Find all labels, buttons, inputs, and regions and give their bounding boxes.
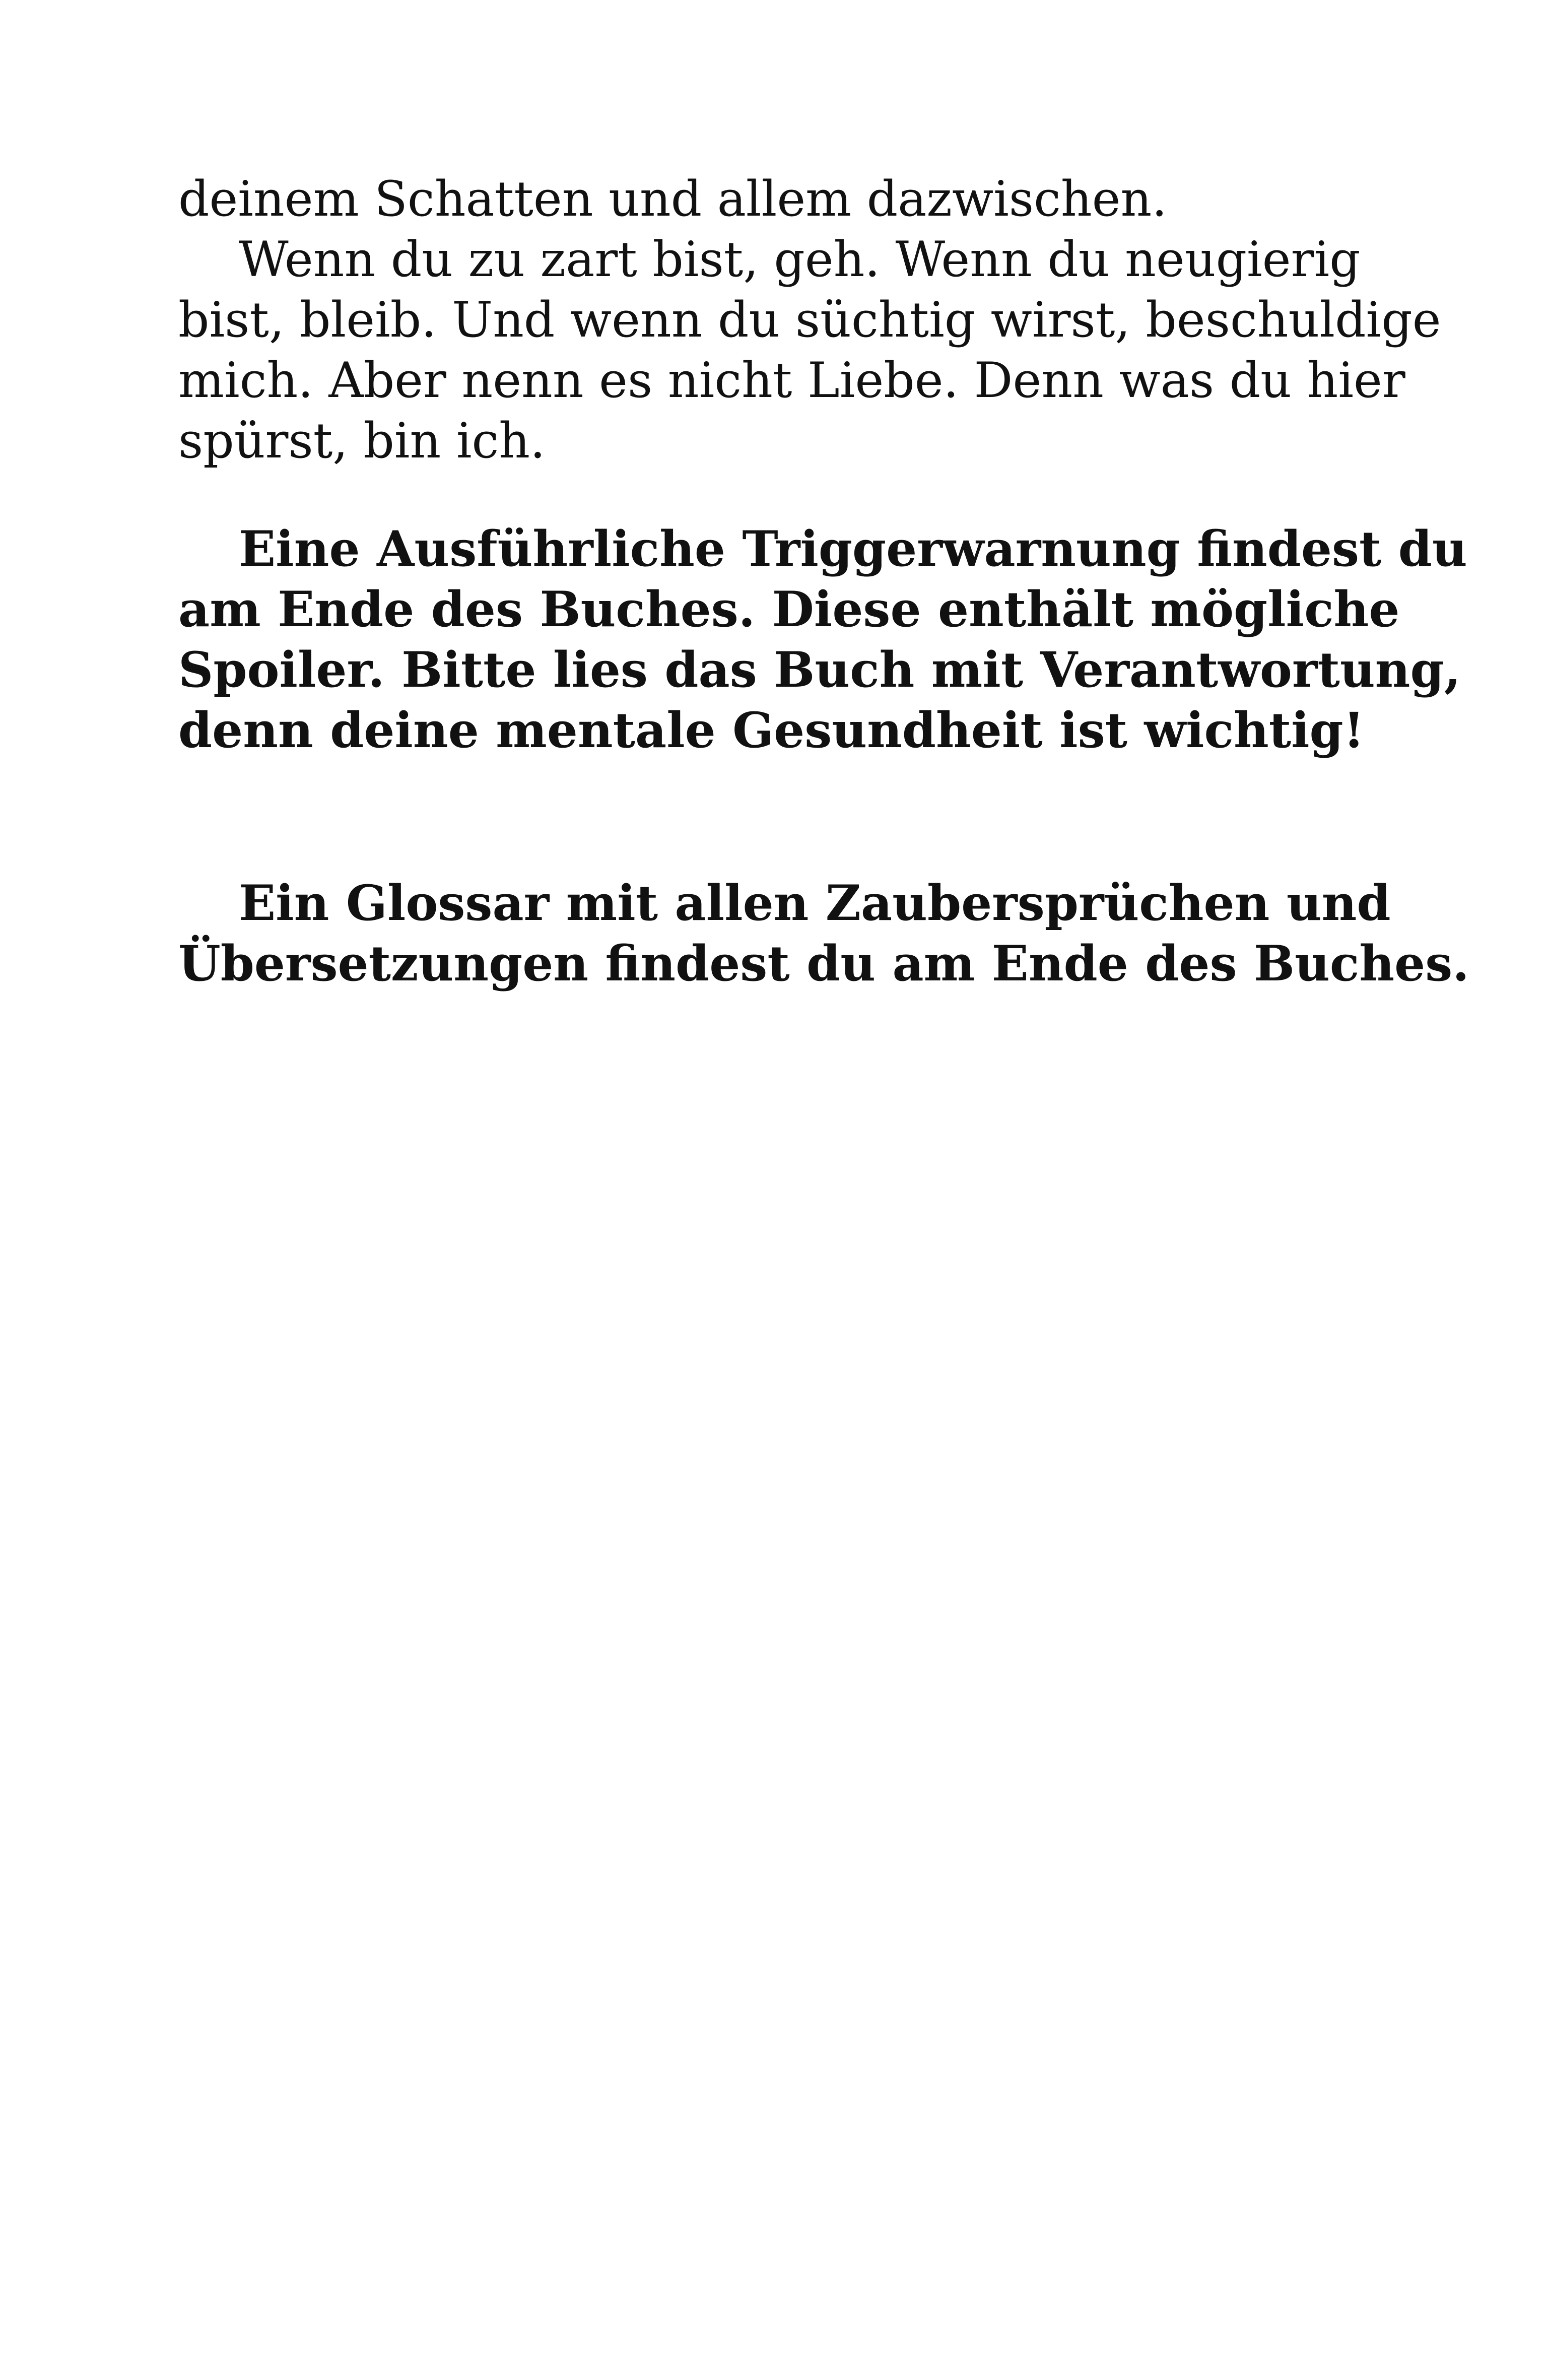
text-line: denn deine mentale Gesundheit ist wichtig! bbox=[178, 702, 1365, 759]
text-line: spürst, bin ich. bbox=[178, 413, 546, 469]
text-line: Eine Ausführliche Triggerwarnung findest du bbox=[239, 520, 1467, 577]
text-line: Wenn du zu zart bist, geh. Wenn du neugierig bbox=[239, 231, 1361, 288]
text-line: am Ende des Buches. Diese enthält mögliche bbox=[178, 581, 1400, 638]
text-line: bist, bleib. Und wenn du süchtig wirst, beschuldige bbox=[178, 292, 1441, 348]
intro-paragraph bbox=[178, 169, 1441, 471]
trigger-warning-notice bbox=[178, 519, 1467, 761]
text-line: Übersetzungen findest du am Ende des Buches. bbox=[178, 935, 1469, 992]
text-line: Ein Glossar mit allen Zaubersprüchen und bbox=[239, 875, 1391, 932]
text-line: deinem Schatten und allem dazwischen. bbox=[178, 171, 1167, 227]
glossar-notice bbox=[178, 873, 1469, 994]
text-line: mich. Aber nenn es nicht Liebe. Denn was du hier bbox=[178, 352, 1405, 409]
text-line: Spoiler. Bitte lies das Buch mit Verantwortung, bbox=[178, 641, 1461, 698]
